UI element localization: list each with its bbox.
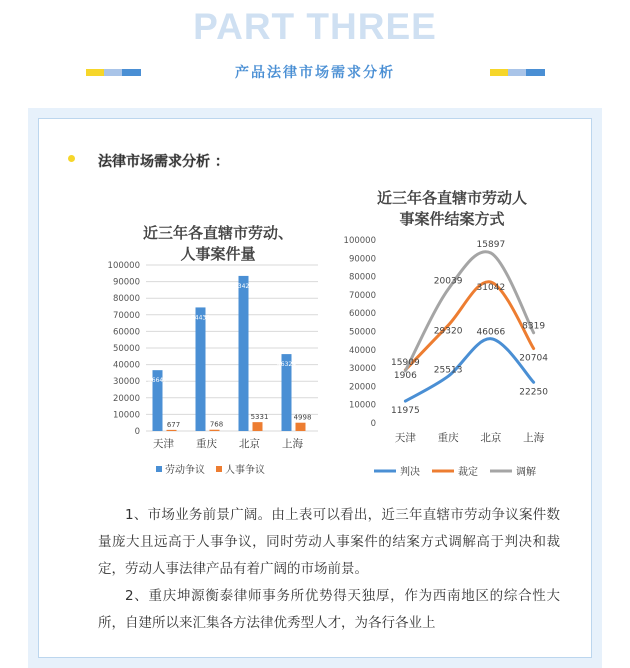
header-stripe-right bbox=[490, 69, 545, 76]
line-y-tick-label: 10000 bbox=[348, 400, 376, 411]
bar-y-tick-label: 90000 bbox=[112, 277, 140, 288]
bar-x-tick-label: 北京 bbox=[239, 438, 260, 450]
line-y-tick-label: 70000 bbox=[348, 290, 376, 301]
line-x-tick-label: 北京 bbox=[480, 432, 502, 444]
bar-data-label: 677 bbox=[166, 420, 181, 429]
line-y-tick-label: 50000 bbox=[348, 327, 376, 338]
bar-y-tick-label: 100000 bbox=[107, 261, 140, 271]
bar-y-tick-label: 50000 bbox=[112, 344, 140, 354]
bar-legend-swatch bbox=[156, 466, 162, 472]
bar-data-label: 93427 bbox=[233, 282, 254, 290]
bar-chart-title-line-0: 近三年各直辖市劳动、 bbox=[142, 224, 294, 242]
bar-y-tick-label: 60000 bbox=[112, 327, 140, 338]
line-y-tick-label: 100000 bbox=[343, 236, 376, 246]
bar-data-label: 4998 bbox=[293, 413, 312, 422]
bar-y-tick-label: 70000 bbox=[112, 310, 140, 321]
line-x-tick-label: 天津 bbox=[394, 432, 416, 444]
line-data-label: 46066 bbox=[476, 327, 506, 338]
bar-人事争议-重庆 bbox=[210, 430, 220, 431]
bar-chart-title-line-1: 人事案件量 bbox=[180, 245, 256, 263]
bar-劳动争议-重庆 bbox=[196, 307, 206, 431]
bar-人事争议-上海 bbox=[296, 423, 306, 431]
bar-legend-label: 劳动争议 bbox=[165, 465, 205, 476]
line-chart-title-line-0: 近三年各直辖市劳动人 bbox=[376, 189, 528, 207]
section-heading: 法律市场需求分析 ： bbox=[98, 154, 229, 170]
bar-劳动争议-北京 bbox=[239, 276, 249, 431]
line-y-tick-label: 20000 bbox=[348, 382, 376, 393]
line-data-label: 11975 bbox=[391, 406, 420, 417]
section-bullet-icon bbox=[68, 155, 75, 162]
bar-y-tick-label: 80000 bbox=[112, 294, 140, 305]
paragraph-2: 2、重庆坤源衡泰律师事务所优势得天独厚，作为西南地区的综合性大所，自建所以来汇集各方法律优秀型人才，为各行各业上 bbox=[98, 588, 560, 631]
line-y-tick-label: 90000 bbox=[348, 254, 376, 265]
line-data-label: 15909 bbox=[391, 357, 420, 368]
line-data-label: 15897 bbox=[476, 239, 506, 250]
bar-y-tick-label: 10000 bbox=[112, 410, 140, 421]
line-data-label: 20704 bbox=[519, 353, 548, 364]
header-subtitle: 产品法律市场需求分析 bbox=[235, 65, 395, 81]
line-legend-label: 调解 bbox=[516, 467, 536, 478]
line-chart-title-line-1: 事案件结案方式 bbox=[399, 210, 505, 228]
bar-y-tick-label: 40000 bbox=[112, 360, 140, 371]
bar-data-label: 46324 bbox=[276, 361, 297, 369]
bar-data-label: 5331 bbox=[250, 413, 269, 422]
line-y-tick-label: 40000 bbox=[348, 345, 376, 356]
bar-人事争议-北京 bbox=[253, 422, 263, 431]
line-data-label: 8319 bbox=[522, 321, 546, 332]
stripe-blue bbox=[526, 69, 545, 76]
line-data-label: 1906 bbox=[393, 370, 417, 381]
bar-data-label: 74438 bbox=[190, 314, 211, 322]
bar-y-tick-label: 20000 bbox=[112, 393, 140, 404]
line-y-tick-label: 30000 bbox=[348, 364, 376, 375]
line-data-label: 20039 bbox=[433, 276, 463, 287]
line-data-label: 31042 bbox=[476, 283, 506, 294]
line-x-tick-label: 上海 bbox=[523, 432, 545, 444]
stripe-light-blue bbox=[508, 69, 526, 76]
bar-x-tick-label: 重庆 bbox=[196, 438, 217, 450]
bar-chart bbox=[98, 210, 338, 485]
paragraph-1: 1、市场业务前景广阔。由上表可以看出，近三年直辖市劳动争议案件数量庞大且远高于人事争议，同时劳动人事案件的结案方式调解高于判决和裁定，劳动人事法律产品有着广阔的市场前景。 bbox=[98, 507, 560, 577]
line-data-label: 29320 bbox=[433, 326, 463, 337]
bar-y-tick-label: 0 bbox=[134, 427, 140, 437]
bar-legend-swatch bbox=[216, 466, 222, 472]
line-chart bbox=[340, 180, 565, 485]
line-y-tick-label: 0 bbox=[370, 419, 376, 429]
bar-data-label: 36647 bbox=[147, 377, 168, 385]
bar-data-label: 768 bbox=[209, 420, 224, 429]
bar-人事争议-天津 bbox=[167, 430, 177, 431]
bar-x-tick-label: 上海 bbox=[282, 438, 303, 450]
stripe-yellow bbox=[490, 69, 508, 76]
line-y-tick-label: 80000 bbox=[348, 272, 376, 283]
bar-legend-label: 人事争议 bbox=[225, 465, 265, 476]
line-x-tick-label: 重庆 bbox=[437, 432, 459, 444]
line-data-label: 22250 bbox=[519, 387, 548, 398]
line-y-tick-label: 60000 bbox=[348, 309, 376, 320]
bar-y-tick-label: 30000 bbox=[112, 377, 140, 388]
line-legend-label: 判决 bbox=[400, 467, 420, 478]
line-data-label: 25513 bbox=[433, 365, 463, 376]
line-legend-label: 裁定 bbox=[458, 467, 478, 478]
header-title: PART THREE bbox=[193, 6, 437, 47]
bar-x-tick-label: 天津 bbox=[153, 438, 174, 450]
